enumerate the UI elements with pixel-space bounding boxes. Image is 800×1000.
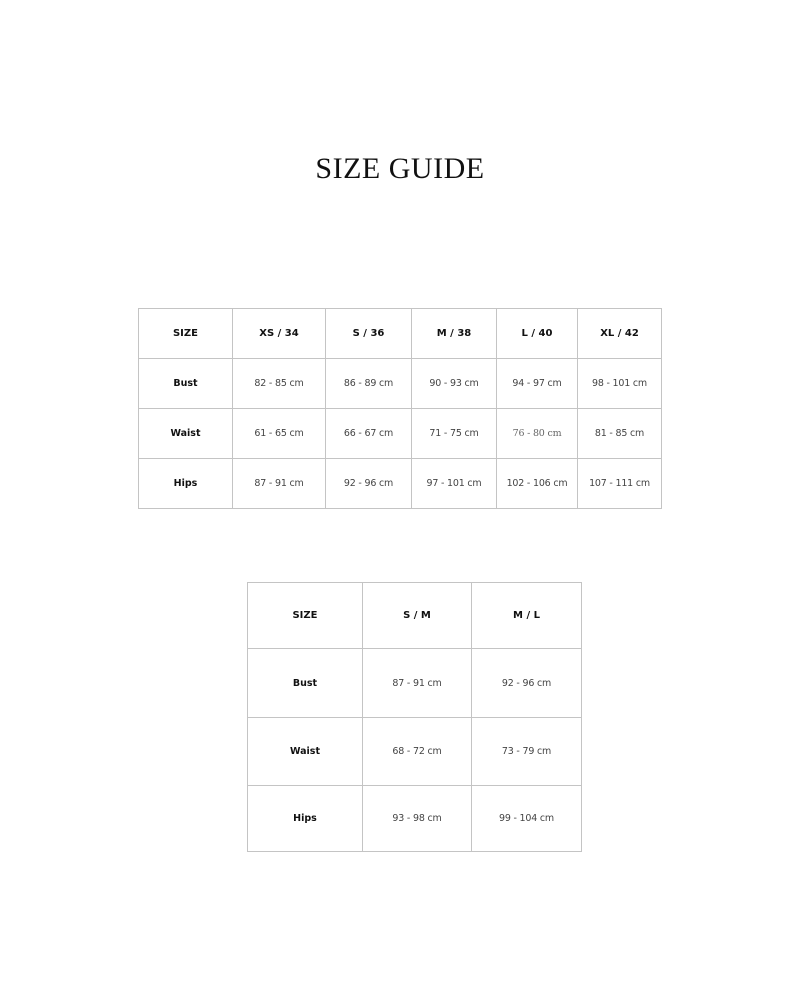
- column-header: L / 40: [497, 309, 578, 359]
- table-cell: 98 - 101 cm: [578, 359, 662, 409]
- table-row: [248, 718, 582, 786]
- table-row: [248, 649, 582, 718]
- table-cell: 102 - 106 cm: [497, 459, 578, 509]
- table-cell: 71 - 75 cm: [412, 409, 497, 459]
- column-header: XL / 42: [578, 309, 662, 359]
- table-cell: 68 - 72 cm: [363, 718, 472, 786]
- table-cell: 99 - 104 cm: [472, 786, 582, 852]
- table-cell: 107 - 111 cm: [578, 459, 662, 509]
- column-header: S / M: [363, 583, 472, 649]
- row-label: Waist: [139, 409, 233, 459]
- column-header: S / 36: [326, 309, 412, 359]
- size-table-combined: [247, 582, 582, 852]
- table-cell: 97 - 101 cm: [412, 459, 497, 509]
- table-cell: 93 - 98 cm: [363, 786, 472, 852]
- table-row: [139, 409, 662, 459]
- column-header: M / 38: [412, 309, 497, 359]
- table-row: [139, 359, 662, 409]
- table-cell: 81 - 85 cm: [578, 409, 662, 459]
- column-header: SIZE: [139, 309, 233, 359]
- table-cell: 73 - 79 cm: [472, 718, 582, 786]
- row-label: Bust: [248, 649, 363, 718]
- size-table-standard: [138, 308, 662, 509]
- table-cell: 92 - 96 cm: [326, 459, 412, 509]
- table-header-row: [139, 309, 662, 359]
- table-cell: 76 - 80 cm: [497, 409, 578, 459]
- row-label: Hips: [248, 786, 363, 852]
- table-cell: 87 - 91 cm: [233, 459, 326, 509]
- table-cell: 61 - 65 cm: [233, 409, 326, 459]
- table-cell: 86 - 89 cm: [326, 359, 412, 409]
- table-cell: 82 - 85 cm: [233, 359, 326, 409]
- table-row: [248, 786, 582, 852]
- column-header: M / L: [472, 583, 582, 649]
- row-label: Hips: [139, 459, 233, 509]
- page-title: SIZE GUIDE: [315, 152, 485, 185]
- column-header: XS / 34: [233, 309, 326, 359]
- table-cell: 90 - 93 cm: [412, 359, 497, 409]
- row-label: Bust: [139, 359, 233, 409]
- row-label: Waist: [248, 718, 363, 786]
- table-cell: 87 - 91 cm: [363, 649, 472, 718]
- table-row: [139, 459, 662, 509]
- table-header-row: [248, 583, 582, 649]
- column-header: SIZE: [248, 583, 363, 649]
- table-cell: 94 - 97 cm: [497, 359, 578, 409]
- table-cell: 66 - 67 cm: [326, 409, 412, 459]
- table-cell: 92 - 96 cm: [472, 649, 582, 718]
